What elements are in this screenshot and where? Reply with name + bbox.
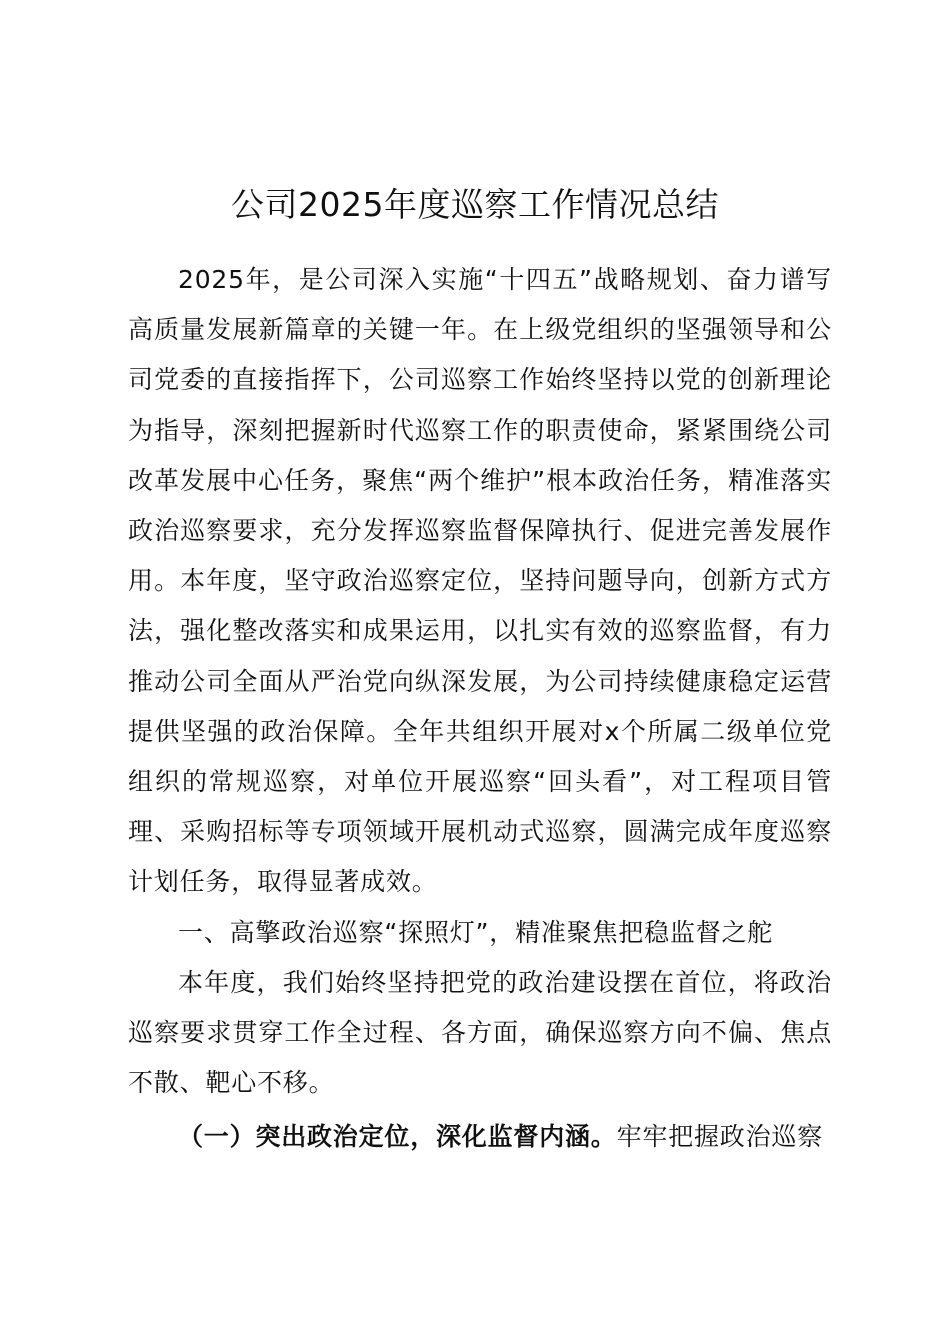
section-1-paragraph: 本年度，我们始终坚持把党的政治建设摆在首位，将政治巡察要求贯穿工作全过程、各方面，确保巡察方向不偏、焦点不散、靶心不移。 [128,967,832,1098]
subsection-1-heading: （一）突出政治定位，深化监督内涵。 [178,1122,617,1152]
document-body [128,255,832,1163]
section-heading-1: 一、高擎政治巡察“探照灯”，精准聚焦把稳监督之舵 [178,917,774,947]
subsection-1-paragraph [128,1108,832,1162]
intro-paragraph: 2025年，是公司深入实施“十四五”战略规划、奋力谱写高质量发展新篇章的关键一年。在上级党组织的坚强领导和公司党委的直接指挥下，公司巡察工作始终坚持以党的创新理论为指导，深刻把握新时代巡察工作的职责使命，紧紧围绕公司改革发展中心任务，聚焦“两个维护”根本政治任务，精准落实政治巡察要求，充分发挥巡察监督保障执行、促进完善发展作用。本年度，坚守政治巡察定位，坚持问题导向，创新方式方法，强化整改落实和成果运用，以扎实有效的巡察监督，有力推动公司全面从严治党向纵深发展，为公司持续健康稳定运营提供坚强的政治保障。全年共组织开展对x个所属二级单位党组织的常规巡察，对单位开展巡察“回头看”，对工程项目管理、采购招标等专项领域开展机动式巡察，圆满完成年度巡察计划任务，取得显著成效。 [128,265,832,897]
subsection-1-text: 牢牢把握政治巡察 [616,1122,824,1152]
document-title: 公司2025年度巡察工作情况总结 [231,185,719,224]
